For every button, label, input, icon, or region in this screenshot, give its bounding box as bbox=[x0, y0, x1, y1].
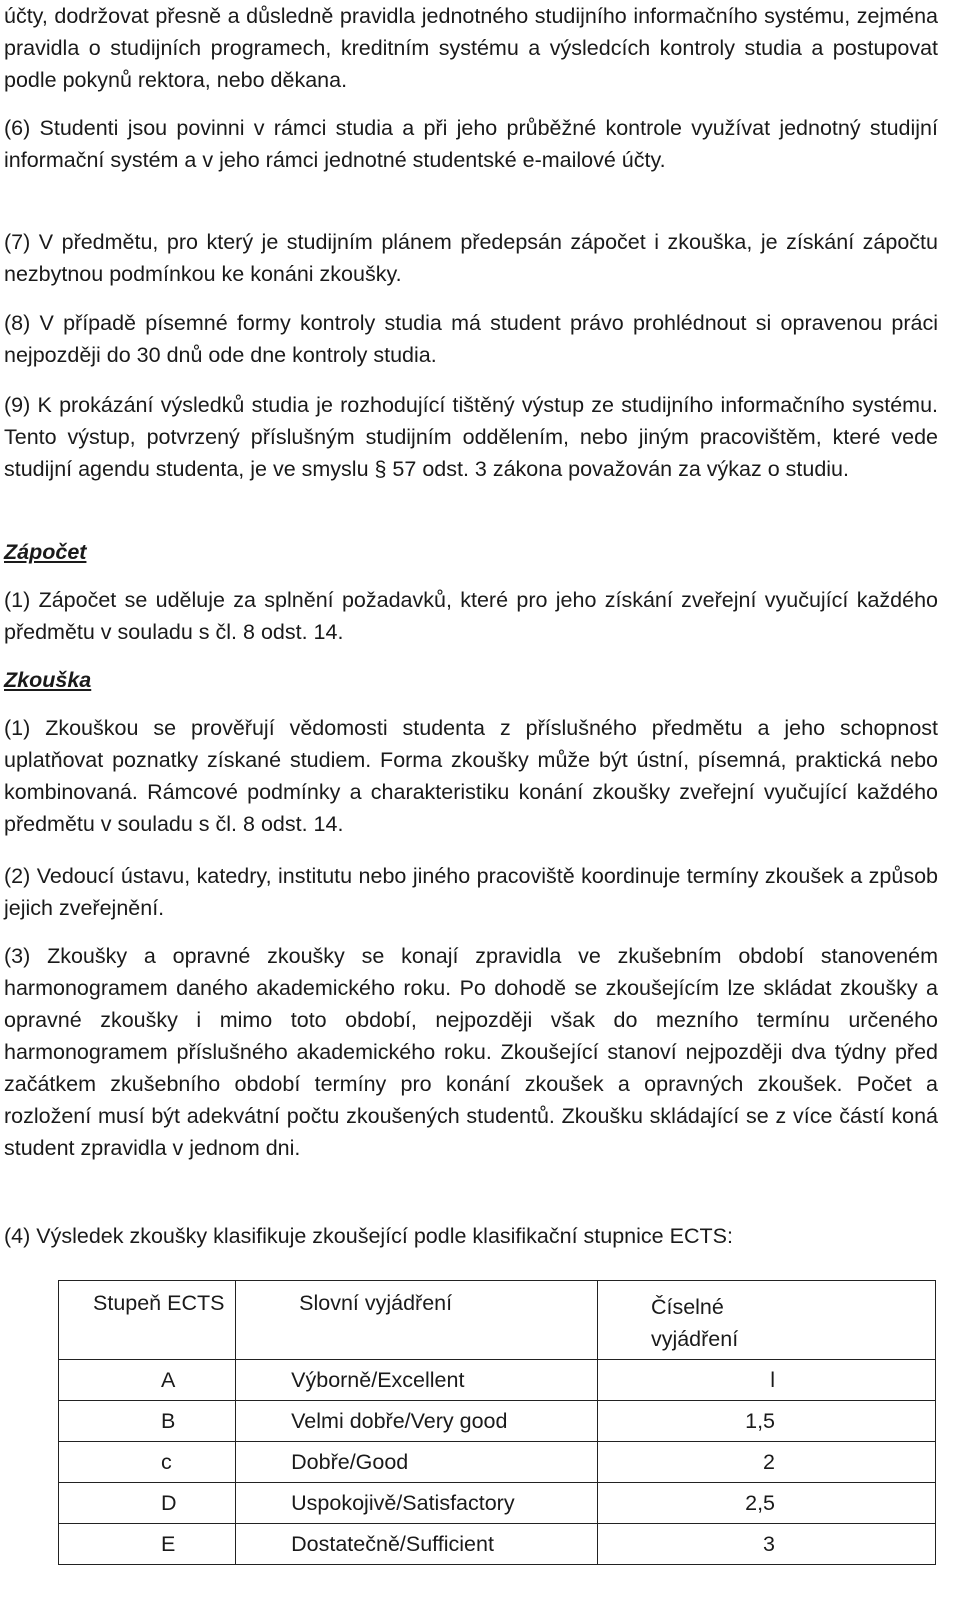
paragraph-intro: účty, dodržovat přesně a důsledně pravidla jednotného studijního informačního systému, zejména pravidla o studijních programech, kreditním systému a výsledcích kontroly studia a postupovat podle pokynů rektora, nebo děkana. bbox=[4, 4, 938, 92]
table-cell bbox=[597, 1401, 935, 1442]
verbal-cell: Uspokojivě/Satisfactory bbox=[291, 1491, 515, 1515]
zkouska-paragraph-4: (4) Výsledek zkoušky klasifikuje zkoušející podle klasifikační stupnice ECTS: bbox=[4, 1224, 733, 1248]
table-cell bbox=[236, 1360, 598, 1401]
table-header-cell bbox=[59, 1281, 236, 1360]
table-cell bbox=[236, 1524, 598, 1565]
table-cell bbox=[59, 1483, 236, 1524]
table-cell bbox=[236, 1401, 598, 1442]
grade-cell: D bbox=[161, 1491, 177, 1515]
zapocet-paragraph-1: (1) Zápočet se uděluje za splnění požadavků, které pro jeho získání zveřejní vyučující každého předmětu v souladu s čl. 8 odst. 14. bbox=[4, 588, 938, 644]
verbal-cell: Dobře/Good bbox=[291, 1450, 409, 1474]
ects-grading-table bbox=[58, 1280, 936, 1565]
table-cell bbox=[59, 1360, 236, 1401]
table-cell bbox=[59, 1401, 236, 1442]
table-row bbox=[59, 1401, 936, 1442]
verbal-cell: Dostatečně/Sufficient bbox=[291, 1532, 494, 1556]
header-numeric: Číselné vyjádření bbox=[650, 1295, 739, 1351]
grade-cell: B bbox=[161, 1409, 176, 1433]
grade-cell: A bbox=[161, 1368, 176, 1392]
paragraph-9: (9) K prokázání výsledků studia je rozhodující tištěný výstup ze studijního informačního systému. Tento výstup, potvrzený příslušným studijním oddělením, nebo jiným pracovištěm, které vede studijní agendu studenta, je ve smyslu § 57 odst. 3 zákona považován za výkaz o studiu. bbox=[4, 393, 938, 481]
table-cell bbox=[597, 1360, 935, 1401]
table-row bbox=[59, 1442, 936, 1483]
table-cell bbox=[59, 1442, 236, 1483]
table-cell bbox=[236, 1442, 598, 1483]
table-cell bbox=[597, 1442, 935, 1483]
zkouska-paragraph-1: (1) Zkouškou se prověřují vědomosti studenta z příslušného předmětu a jeho schopnost uplatňovat poznatky získané studiem. Forma zkoušky může být ústní, písemná, praktická nebo kombinovaná. Rámcové podmínky a charakteristiku konání zkoušky zveřejní vyučující každého předmětu v souladu s čl. 8 odst. 14. bbox=[4, 716, 938, 836]
heading-zkouska: Zkouška bbox=[4, 668, 92, 692]
numeric-cell: 2 bbox=[763, 1450, 775, 1474]
paragraph-8: (8) V případě písemné formy kontroly studia má student právo prohlédnout si opravenou práci nejpozději do 30 dnů ode dne kontroly studia. bbox=[4, 311, 938, 367]
numeric-cell: 2,5 bbox=[745, 1491, 775, 1515]
table-cell bbox=[597, 1524, 935, 1565]
numeric-cell: 1,5 bbox=[745, 1409, 775, 1433]
numeric-cell: 3 bbox=[763, 1532, 775, 1556]
table-header-row bbox=[59, 1281, 936, 1360]
table-row bbox=[59, 1360, 936, 1401]
table-cell bbox=[597, 1483, 935, 1524]
header-verbal: Slovní vyjádření bbox=[299, 1291, 453, 1315]
table-cell bbox=[236, 1483, 598, 1524]
table-row bbox=[59, 1483, 936, 1524]
table-header-cell bbox=[597, 1281, 935, 1360]
paragraph-7: (7) V předmětu, pro který je studijním plánem předepsán zápočet i zkouška, je získání zápočtu nezbytnou podmínkou ke konáni zkoušky. bbox=[4, 230, 938, 286]
header-grade: Stupeň ECTS bbox=[93, 1291, 225, 1315]
paragraph-6: (6) Studenti jsou povinni v rámci studia a při jeho průběžné kontrole využívat jednotný studijní informační systém a v jeho rámci jednotné studentské e-mailové účty. bbox=[4, 116, 938, 172]
verbal-cell: Výborně/Excellent bbox=[291, 1368, 465, 1392]
verbal-cell: Velmi dobře/Very good bbox=[291, 1409, 508, 1433]
zkouska-paragraph-2: (2) Vedoucí ústavu, katedry, institutu nebo jiného pracoviště koordinuje termíny zkoušek a způsob jejich zveřejnění. bbox=[4, 864, 938, 920]
heading-zapocet: Zápočet bbox=[4, 540, 87, 564]
table-header-cell bbox=[236, 1281, 598, 1360]
table-cell bbox=[59, 1524, 236, 1565]
grade-cell: E bbox=[161, 1532, 176, 1556]
zkouska-paragraph-3: (3) Zkoušky a opravné zkoušky se konají zpravidla ve zkušebním období stanoveném harmonogramem daného akademického roku. Po dohodě se zkoušejícím lze skládat zkoušky a opravné zkoušky i mimo toto období, nejpozději však do mezního termínu určeného harmonogramem příslušného akademického roku. Zkoušející stanoví nejpozději dva týdny před začátkem zkušebního období termíny pro konání zkoušek a opravných zkoušek. Počet a rozložení musí být adekvátní počtu zkoušených studentů. Zkoušku skládající se z více částí koná student zpravidla v jednom dni. bbox=[4, 944, 938, 1160]
grade-cell: c bbox=[161, 1450, 172, 1474]
numeric-cell: l bbox=[770, 1368, 775, 1392]
table-row bbox=[59, 1524, 936, 1565]
